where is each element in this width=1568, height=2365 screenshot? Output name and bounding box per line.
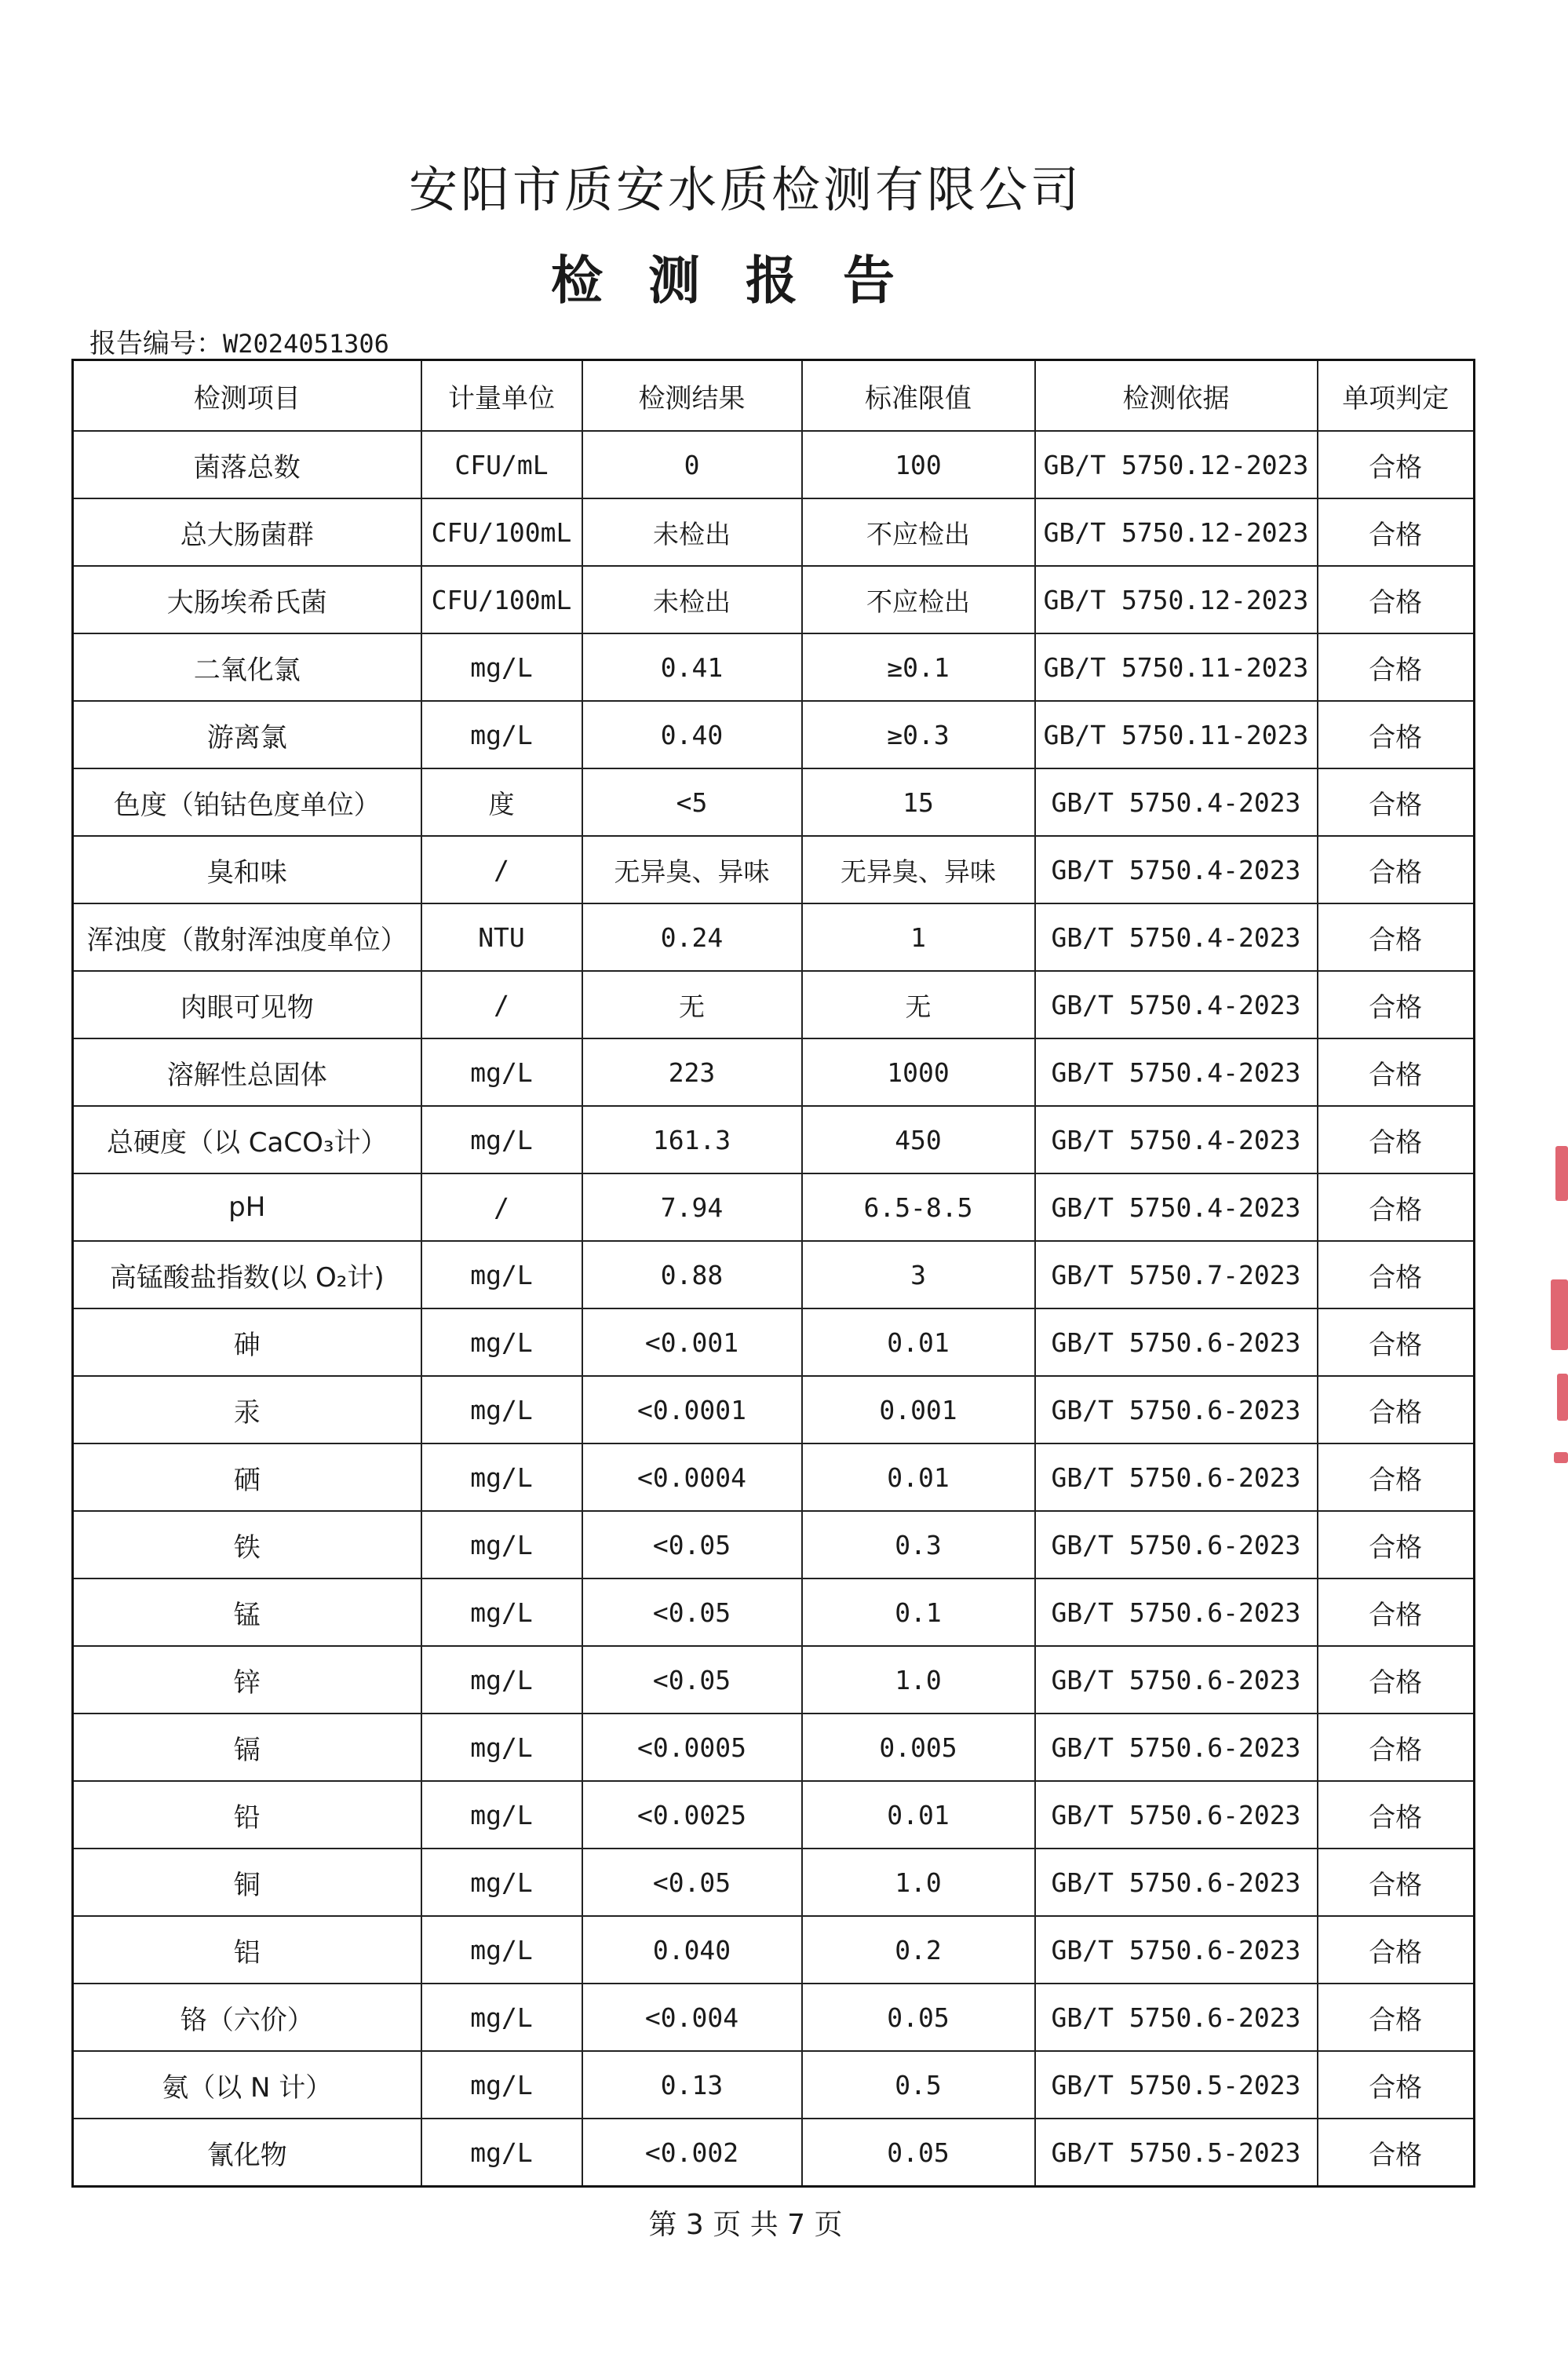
cell-unit: / [421, 836, 582, 903]
cell-limit: 0.3 [802, 1511, 1035, 1578]
cell-method: GB/T 5750.6-2023 [1035, 1443, 1318, 1511]
cell-judgement: 合格 [1318, 971, 1475, 1038]
cell-unit: / [421, 1173, 582, 1241]
cell-method: GB/T 5750.6-2023 [1035, 1781, 1318, 1849]
table-row [73, 1578, 1475, 1646]
cell-item: 总硬度（以 CaCO₃计） [73, 1106, 421, 1173]
cell-result: 0.24 [582, 903, 802, 971]
cell-item: 铝 [73, 1916, 421, 1984]
report-number-value: W2024051306 [223, 329, 389, 359]
cell-method: GB/T 5750.4-2023 [1035, 836, 1318, 903]
cell-item: 铬（六价） [73, 1984, 421, 2051]
col-header-item: 检测项目 [73, 360, 421, 432]
cell-judgement: 合格 [1318, 768, 1475, 836]
cell-item: 铅 [73, 1781, 421, 1849]
cell-judgement: 合格 [1318, 1106, 1475, 1173]
cell-unit: mg/L [421, 1714, 582, 1781]
table-row [73, 971, 1475, 1038]
cell-result: 0 [582, 431, 802, 498]
table-row [73, 1984, 1475, 2051]
cell-unit: mg/L [421, 1578, 582, 1646]
cell-method: GB/T 5750.6-2023 [1035, 1984, 1318, 2051]
report-number [89, 322, 389, 360]
cell-method: GB/T 5750.12-2023 [1035, 498, 1318, 566]
col-header-result: 检测结果 [582, 360, 802, 432]
cell-result: 未检出 [582, 498, 802, 566]
results-table [71, 359, 1475, 2188]
cell-limit: 0.2 [802, 1916, 1035, 1984]
table-row [73, 1106, 1475, 1173]
cell-method: GB/T 5750.5-2023 [1035, 2051, 1318, 2119]
cell-unit: mg/L [421, 1376, 582, 1443]
cell-result: 未检出 [582, 566, 802, 633]
cell-unit: mg/L [421, 1241, 582, 1308]
cell-limit: ≥0.1 [802, 633, 1035, 701]
cell-limit: 0.01 [802, 1443, 1035, 1511]
cell-item: 铁 [73, 1511, 421, 1578]
table-row [73, 1511, 1475, 1578]
cell-result: 0.88 [582, 1241, 802, 1308]
cell-item: 锰 [73, 1578, 421, 1646]
cell-limit: 1000 [802, 1038, 1035, 1106]
cell-unit: mg/L [421, 1038, 582, 1106]
cell-item: 氰化物 [73, 2119, 421, 2187]
cell-limit: 15 [802, 768, 1035, 836]
table-row [73, 1646, 1475, 1714]
cell-judgement: 合格 [1318, 2051, 1475, 2119]
cell-item: 硒 [73, 1443, 421, 1511]
cell-item: 菌落总数 [73, 431, 421, 498]
cell-limit: 0.5 [802, 2051, 1035, 2119]
cell-limit: 0.05 [802, 1984, 1035, 2051]
cell-method: GB/T 5750.6-2023 [1035, 1308, 1318, 1376]
cell-judgement: 合格 [1318, 1916, 1475, 1984]
cell-limit: 不应检出 [802, 498, 1035, 566]
cell-unit: mg/L [421, 633, 582, 701]
cell-method: GB/T 5750.4-2023 [1035, 971, 1318, 1038]
cell-limit: 0.1 [802, 1578, 1035, 1646]
cell-limit: 1.0 [802, 1849, 1035, 1916]
cell-unit: mg/L [421, 1916, 582, 1984]
cell-limit: 3 [802, 1241, 1035, 1308]
col-header-unit: 计量单位 [421, 360, 582, 432]
cell-limit: 0.005 [802, 1714, 1035, 1781]
cell-unit: mg/L [421, 2051, 582, 2119]
cell-method: GB/T 5750.6-2023 [1035, 1578, 1318, 1646]
page-footer: 第 3 页 共 7 页 [648, 2209, 843, 2241]
table-row [73, 1849, 1475, 1916]
cell-result: 0.41 [582, 633, 802, 701]
cell-method: GB/T 5750.11-2023 [1035, 633, 1318, 701]
cell-judgement: 合格 [1318, 1511, 1475, 1578]
table-row [73, 1376, 1475, 1443]
col-header-judgement: 单项判定 [1318, 360, 1475, 432]
cell-result: 161.3 [582, 1106, 802, 1173]
cell-limit: 0.05 [802, 2119, 1035, 2187]
cell-result: <0.05 [582, 1511, 802, 1578]
cell-judgement: 合格 [1318, 1038, 1475, 1106]
table-row [73, 903, 1475, 971]
cell-judgement: 合格 [1318, 1376, 1475, 1443]
cell-result: <0.0005 [582, 1714, 802, 1781]
cell-judgement: 合格 [1318, 1714, 1475, 1781]
cell-judgement: 合格 [1318, 633, 1475, 701]
cell-result: <5 [582, 768, 802, 836]
cell-judgement: 合格 [1318, 2119, 1475, 2187]
cell-result: <0.05 [582, 1849, 802, 1916]
cell-result: <0.004 [582, 1984, 802, 2051]
cell-limit: 0.01 [802, 1308, 1035, 1376]
cell-item: 高锰酸盐指数(以 O₂计) [73, 1241, 421, 1308]
cell-item: 汞 [73, 1376, 421, 1443]
cell-method: GB/T 5750.6-2023 [1035, 1916, 1318, 1984]
cell-result: 0.40 [582, 701, 802, 768]
table-row [73, 1443, 1475, 1511]
cell-item: 游离氯 [73, 701, 421, 768]
table-row [73, 2051, 1475, 2119]
cell-judgement: 合格 [1318, 1308, 1475, 1376]
cell-judgement: 合格 [1318, 836, 1475, 903]
cell-item: 溶解性总固体 [73, 1038, 421, 1106]
cell-result: 7.94 [582, 1173, 802, 1241]
table-row [73, 1916, 1475, 1984]
cell-unit: CFU/mL [421, 431, 582, 498]
cell-judgement: 合格 [1318, 1984, 1475, 2051]
cell-unit: CFU/100mL [421, 498, 582, 566]
table-row [73, 1173, 1475, 1241]
cell-result: 无异臭、异味 [582, 836, 802, 903]
cell-result: <0.002 [582, 2119, 802, 2187]
cell-judgement: 合格 [1318, 1241, 1475, 1308]
cell-unit: NTU [421, 903, 582, 971]
cell-result: <0.05 [582, 1646, 802, 1714]
report-number-label: 报告编号： [89, 328, 223, 359]
cell-unit: mg/L [421, 1781, 582, 1849]
cell-item: 镉 [73, 1714, 421, 1781]
cell-method: GB/T 5750.6-2023 [1035, 1511, 1318, 1578]
cell-judgement: 合格 [1318, 1443, 1475, 1511]
cell-unit: mg/L [421, 1646, 582, 1714]
cell-result: <0.001 [582, 1308, 802, 1376]
table-row [73, 1308, 1475, 1376]
cell-unit: 度 [421, 768, 582, 836]
cell-judgement: 合格 [1318, 498, 1475, 566]
cell-limit: ≥0.3 [802, 701, 1035, 768]
col-header-limit: 标准限值 [802, 360, 1035, 432]
table-row [73, 498, 1475, 566]
cell-item: 浑浊度（散射浑浊度单位） [73, 903, 421, 971]
cell-result: 0.13 [582, 2051, 802, 2119]
table-row [73, 1038, 1475, 1106]
cell-result: <0.0004 [582, 1443, 802, 1511]
cell-judgement: 合格 [1318, 1781, 1475, 1849]
col-header-method: 检测依据 [1035, 360, 1318, 432]
cell-result: <0.05 [582, 1578, 802, 1646]
cell-result: <0.0025 [582, 1781, 802, 1849]
cell-judgement: 合格 [1318, 1646, 1475, 1714]
cell-method: GB/T 5750.12-2023 [1035, 566, 1318, 633]
cell-result: 无 [582, 971, 802, 1038]
cell-limit: 不应检出 [802, 566, 1035, 633]
table-header-row [73, 360, 1475, 432]
cell-limit: 无异臭、异味 [802, 836, 1035, 903]
cell-limit: 1 [802, 903, 1035, 971]
cell-unit: mg/L [421, 1511, 582, 1578]
cell-limit: 6.5-8.5 [802, 1173, 1035, 1241]
cell-judgement: 合格 [1318, 903, 1475, 971]
cell-unit: mg/L [421, 701, 582, 768]
cell-unit: mg/L [421, 1849, 582, 1916]
cell-judgement: 合格 [1318, 701, 1475, 768]
cell-method: GB/T 5750.5-2023 [1035, 2119, 1318, 2187]
cell-judgement: 合格 [1318, 431, 1475, 498]
cell-item: 色度（铂钴色度单位） [73, 768, 421, 836]
cell-method: GB/T 5750.4-2023 [1035, 1173, 1318, 1241]
cell-limit: 450 [802, 1106, 1035, 1173]
cell-result: <0.0001 [582, 1376, 802, 1443]
cell-method: GB/T 5750.6-2023 [1035, 1376, 1318, 1443]
cell-method: GB/T 5750.4-2023 [1035, 1038, 1318, 1106]
cell-item: 大肠埃希氏菌 [73, 566, 421, 633]
cell-unit: mg/L [421, 2119, 582, 2187]
cell-limit: 无 [802, 971, 1035, 1038]
cell-item: 氨（以 N 计） [73, 2051, 421, 2119]
cell-item: 总大肠菌群 [73, 498, 421, 566]
cell-method: GB/T 5750.4-2023 [1035, 903, 1318, 971]
table-row [73, 431, 1475, 498]
cell-limit: 0.001 [802, 1376, 1035, 1443]
company-name: 安阳市质安水质检测有限公司 [408, 161, 1082, 218]
table-row [73, 633, 1475, 701]
cell-method: GB/T 5750.7-2023 [1035, 1241, 1318, 1308]
cell-judgement: 合格 [1318, 566, 1475, 633]
cell-item: 锌 [73, 1646, 421, 1714]
table-row [73, 1781, 1475, 1849]
cell-item: 砷 [73, 1308, 421, 1376]
cell-unit: mg/L [421, 1106, 582, 1173]
cell-item: 铜 [73, 1849, 421, 1916]
cell-item: 臭和味 [73, 836, 421, 903]
cell-method: GB/T 5750.12-2023 [1035, 431, 1318, 498]
cell-method: GB/T 5750.4-2023 [1035, 1106, 1318, 1173]
cell-limit: 100 [802, 431, 1035, 498]
table-row [73, 768, 1475, 836]
cell-method: GB/T 5750.4-2023 [1035, 768, 1318, 836]
cell-judgement: 合格 [1318, 1173, 1475, 1241]
table-row [73, 1714, 1475, 1781]
cell-method: GB/T 5750.6-2023 [1035, 1714, 1318, 1781]
cell-method: GB/T 5750.11-2023 [1035, 701, 1318, 768]
cell-judgement: 合格 [1318, 1849, 1475, 1916]
cell-item: 二氧化氯 [73, 633, 421, 701]
cell-item: 肉眼可见物 [73, 971, 421, 1038]
cell-result: 0.040 [582, 1916, 802, 1984]
cell-unit: mg/L [421, 1984, 582, 2051]
cell-unit: mg/L [421, 1308, 582, 1376]
stamp-fragment [1544, 1146, 1568, 1476]
cell-unit: CFU/100mL [421, 566, 582, 633]
table-row [73, 1241, 1475, 1308]
table-row [73, 566, 1475, 633]
table-row [73, 2119, 1475, 2187]
cell-unit: / [421, 971, 582, 1038]
cell-limit: 1.0 [802, 1646, 1035, 1714]
report-title: 检测报告 [551, 250, 940, 311]
table-row [73, 701, 1475, 768]
cell-judgement: 合格 [1318, 1578, 1475, 1646]
cell-method: GB/T 5750.6-2023 [1035, 1646, 1318, 1714]
cell-limit: 0.01 [802, 1781, 1035, 1849]
table-row [73, 836, 1475, 903]
cell-unit: mg/L [421, 1443, 582, 1511]
cell-result: 223 [582, 1038, 802, 1106]
cell-method: GB/T 5750.6-2023 [1035, 1849, 1318, 1916]
cell-item: pH [73, 1173, 421, 1241]
